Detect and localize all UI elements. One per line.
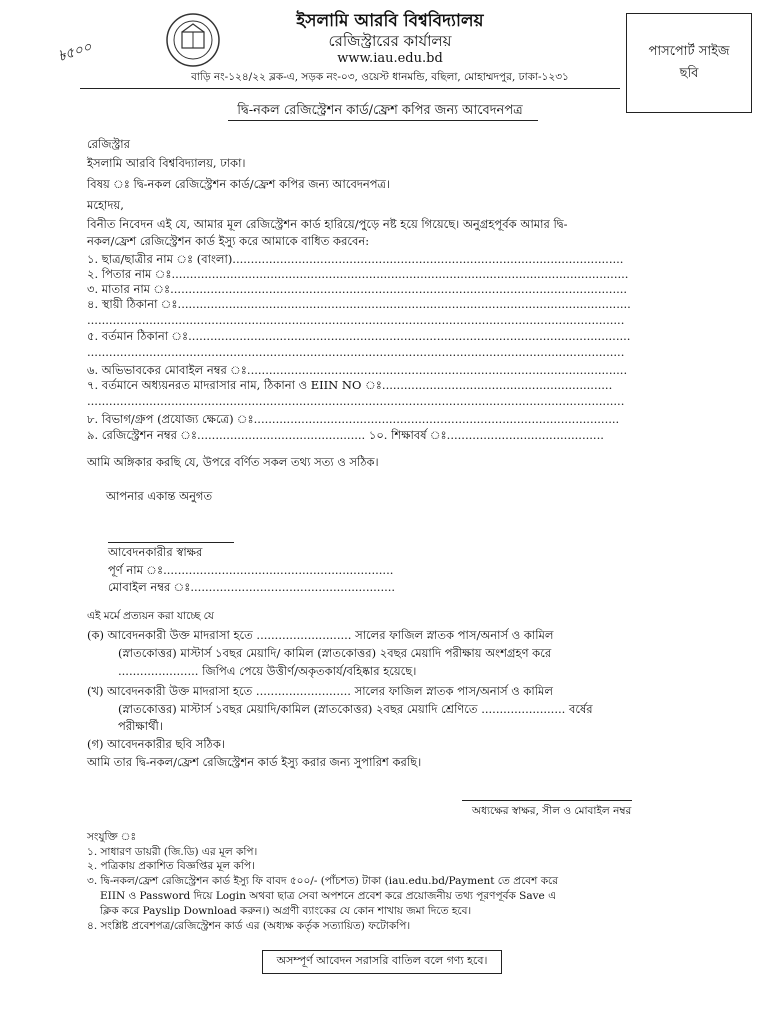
university-name: ইসলামি আরবি বিশ্ববিদ্যালয় <box>296 11 484 31</box>
body-line2: নকল/ফ্রেশ রেজিস্ট্রেশন কার্ড ইস্যু করে আমাকে বাধিত করবেন: <box>87 234 370 248</box>
attachment-3-line3: ক্লিক করে Payslip Download করুন।) অগ্রণী ব্যাংকের যে কোন শাখায় জমা দিতে হবে। <box>100 905 472 917</box>
incomplete-notice: অসম্পূর্ণ আবেদন সরাসরি বাতিল বলে গণ্য হবে। <box>262 950 502 974</box>
principal-signature-line <box>462 800 632 801</box>
attachment-2: ২. পত্রিকায় প্রকাশিত বিজ্ঞপ্তির মূল কপি। <box>87 860 255 872</box>
attachments-title: সংযুক্তি ঃ <box>87 831 137 843</box>
attachment-3-line2: EIIN ও Password দিয়ে Login অথবা ছাত্র সেবা অপশনে প্রবেশ করে প্রয়োজনীয় তথ্য পূরণপূর্বক Save এ <box>100 890 557 902</box>
field-permanent-address: ৪. স্থায়ী ঠিকানা ঃ............................................................................................................................ <box>87 297 631 311</box>
cert-ka-line1: (ক) আবেদনকারী উক্ত মাদরাসা হতে .......................... সালের ফাজিল স্নাতক পাস/অনার্স ও কামিল <box>87 628 554 642</box>
website: www.iau.edu.bd <box>337 51 443 66</box>
cert-kha-line3: পরীক্ষার্থী। <box>118 719 163 733</box>
applicant-mobile: মোবাইল নম্বর ঃ........................................................ <box>108 580 396 594</box>
body-line1: বিনীত নিবেদন এই যে, আমার মূল রেজিস্ট্রেশন কার্ড হারিয়ে/পুড়ে নষ্ট হয়ে গিয়েছে। অনুগ্রহপূর্বক আমার দ্বি- <box>87 217 568 231</box>
cert-ka-line3: ...................... জিপিএ পেয়ে উত্তীর্ণ/অকৃতকার্য/বহিষ্কার হয়েছে। <box>118 664 417 678</box>
field-department: ৮. বিভাগ/গ্রুপ (প্রযোজ্য ক্ষেত্রে) ঃ.................................................................................................... <box>87 412 620 426</box>
cert-kha-line1: (খ) আবেদনকারী উক্ত মাদরাসা হতে .......................... সালের ফাজিল স্নাতক পাস/অনার্স ও কামিল <box>87 684 553 698</box>
field-present-address: ৫. বর্তমান ঠিকানা ঃ......................................................................................................................... <box>87 329 631 343</box>
addressee-line2: ইসলামি আরবি বিশ্ববিদ্যালয়, ঢাকা। <box>87 156 246 170</box>
passport-photo-box <box>626 13 752 113</box>
subject: বিষয় ঃ দ্বি-নকল রেজিস্ট্রেশন কার্ড/ফ্রেশ কপির জন্য আবেদনপত্র। <box>87 177 391 191</box>
applicant-signature-label: আবেদনকারীর স্বাক্ষর <box>108 545 203 559</box>
signature-line <box>108 542 234 543</box>
field-permanent-address-cont: ................................................................................................................................................... <box>87 313 625 327</box>
attachment-4: ৪. সংশ্লিষ্ট প্রবেশপত্র/রেজিস্ট্রেশন কার্ড এর (অধ্যক্ষ কর্তৃক সত্যায়িত) ফটোকপি। <box>87 920 411 932</box>
certification-intro: এই মর্মে প্রত্যয়ন করা যাচ্ছে যে <box>87 610 214 622</box>
cert-ga: (গ) আবেদনকারীর ছবি সঠিক। <box>87 737 225 751</box>
address: বাড়ি নং-১২৪/২২ ব্লক-এ, সড়ক নং-০৩, ওয়েস্ট ধানমন্ডি, বছিলা, মোহাম্মদপুর, ঢাকা-১২৩১ <box>191 71 569 83</box>
handwritten-mark: ৳৫০০ <box>56 39 94 65</box>
cert-kha-line2: (স্নাতকোত্তর) মাস্টার্স ১বছর মেয়াদি/কামিল (স্নাতকোত্তর) ২বছর মেয়াদি শ্রেণিতে ....................... বর্ষের <box>118 702 593 716</box>
title-underline <box>228 120 538 121</box>
photo-label-line1: পাসপোর্ট সাইজ <box>648 44 730 59</box>
field-present-address-cont: ................................................................................................................................................... <box>87 345 625 359</box>
cert-ka-line2: (স্নাতকোত্তর) মাস্টার্স ১বছর মেয়াদি/ কামিল (স্নাতকোত্তর) ২বছর মেয়াদি পরীক্ষায় অংশগ্রহণ করে <box>118 646 552 660</box>
university-logo <box>165 12 221 68</box>
applicant-full-name: পূর্ণ নাম ঃ............................................................... <box>108 563 394 577</box>
office-name: রেজিস্ট্রারের কার্যালয় <box>328 32 452 50</box>
field-student-name: ১. ছাত্র/ছাত্রীর নাম ঃ (বাংলা)........................................................................................................... <box>87 252 624 266</box>
principal-signature-label: অধ্যক্ষের স্বাক্ষর, সীল ও মোবাইল নম্বর <box>472 805 632 817</box>
recommendation: আমি তার দ্বি-নকল/ফ্রেশ রেজিস্ট্রেশন কার্ড ইস্যু করার জন্য সুপারিশ করছি। <box>87 755 422 769</box>
declaration: আমি অঙ্গিকার করছি যে, উপরে বর্ণিত সকল তথ্য সত্য ও সঠিক। <box>87 455 379 469</box>
header-divider <box>80 88 620 89</box>
field-guardian-mobile: ৬. অভিভাবকের মোবাইল নম্বর ঃ........................................................................................................ <box>87 363 628 377</box>
photo-label-line2: ছবি <box>679 66 699 81</box>
attachment-1: ১. সাধারণ ডায়রী (জি.ডি) এর মূল কপি। <box>87 846 258 858</box>
page-title: দ্বি-নকল রেজিস্ট্রেশন কার্ড/ফ্রেশ কপির জন্য আবেদনপত্র <box>237 103 523 118</box>
field-registration-session: ৯. রেজিস্ট্রেশন নম্বর ঃ.............................................. ১০. শিক্ষাবর্ষ ঃ........................................... <box>87 428 604 442</box>
yours-faithfully: আপনার একান্ত অনুগত <box>106 489 213 503</box>
addressee-line1: রেজিস্ট্রার <box>87 137 130 151</box>
field-madrasa-info-cont: ................................................................................................................................................... <box>87 394 625 408</box>
field-mother-name: ৩. মাতার নাম ঃ............................................................................................................................. <box>87 282 628 296</box>
field-father-name: ২. পিতার নাম ঃ............................................................................................................................. <box>87 267 629 281</box>
attachment-3-line1: ৩. দ্বি-নকল/ফ্রেশ রেজিস্ট্রেশন কার্ড ইস্যু ফি বাবদ ৫০০/- (পাঁচশত) টাকা (iau.edu.bd/Payment তে প্রবেশ করে <box>87 875 559 887</box>
salutation: মহোদয়, <box>87 198 124 212</box>
field-madrasa-info: ৭. বর্তমানে অধ্যয়নরত মাদরাসার নাম, ঠিকানা ও EIIN NO ঃ............................................................... <box>87 378 613 392</box>
